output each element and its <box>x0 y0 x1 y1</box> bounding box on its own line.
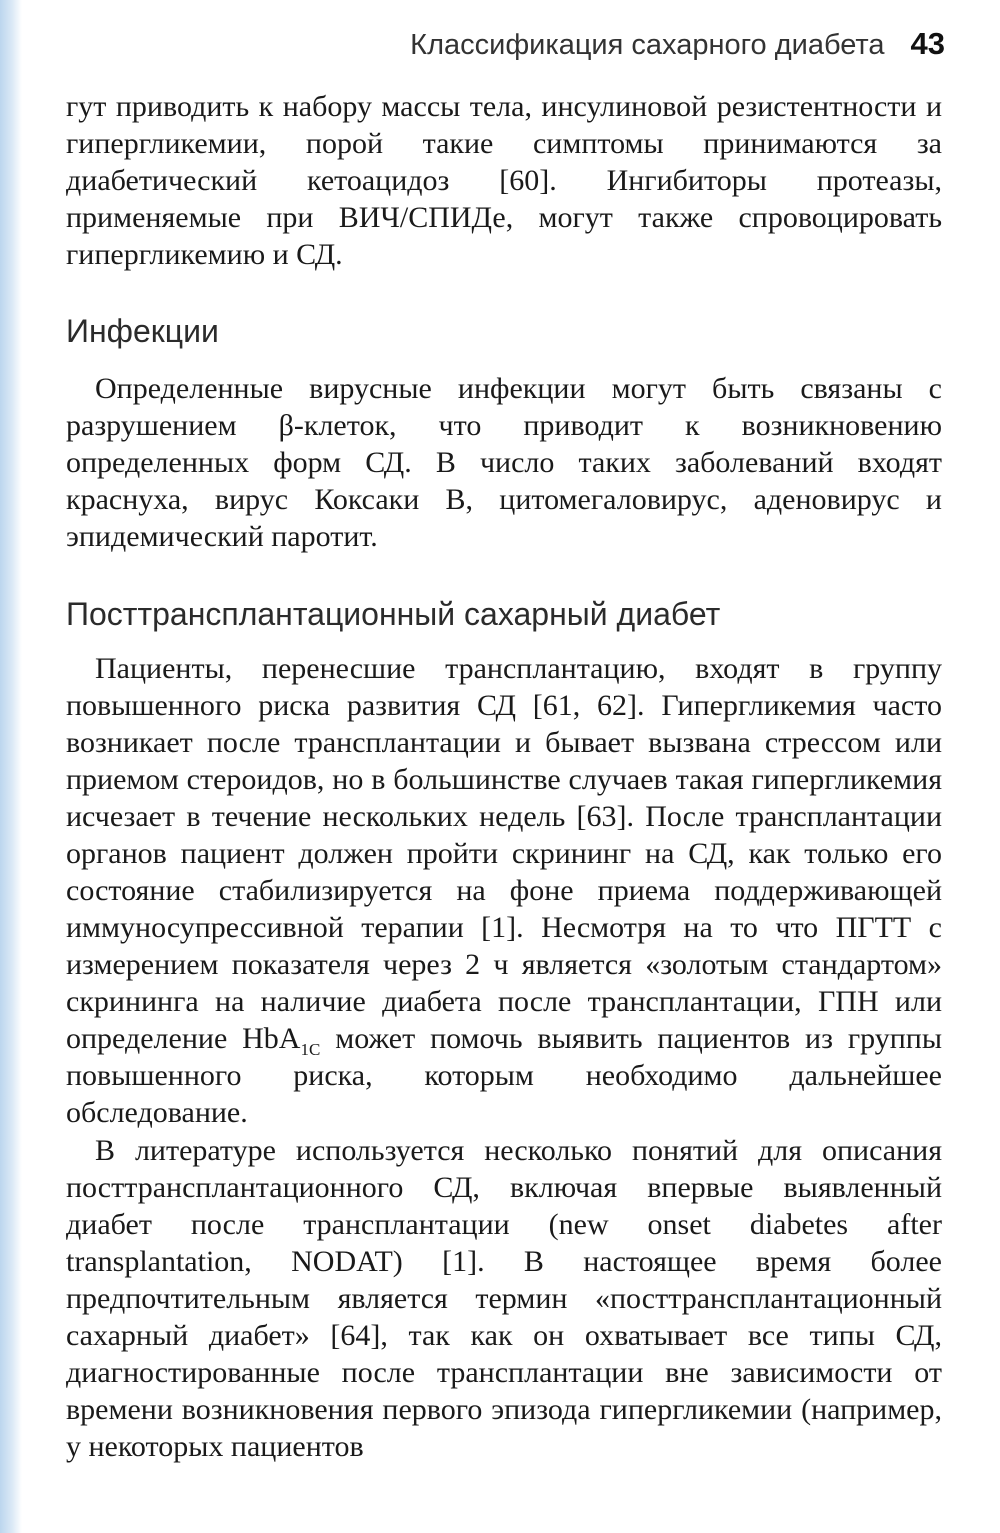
paragraph-post-transplant-1 <box>66 650 942 1131</box>
heading-infections: Инфекции <box>66 313 219 349</box>
paragraph-continuation <box>66 88 942 273</box>
paragraph-text: В литературе используется несколько понятий для описания посттрансплантационного СД, включая впервые выявленный диабет после трансплантации (new onset diabetes after transplantation, NODAT) [1]. В настоящее время более предпочтительным является термин «посттрансплантационный сахарный диабет» [64], так как он охватывает все типы СД, диагностированные после трансплантации вне зависимости от времени возникновения первого эпизода гипергликемии (например, у некоторых пациентов <box>66 1134 942 1463</box>
paragraph-text: Определенные вирусные инфекции могут быть связаны с разрушением β-клеток, что приводит к возникновению определенных форм СД. В число таких заболеваний входят краснуха, вирус Коксаки В, цитомегаловирус, аденовирус и эпидемический паротит. <box>66 372 942 553</box>
paragraph-text <box>66 650 942 1131</box>
running-head-title: Классификация сахарного диабета <box>410 29 885 61</box>
hba1c-subscript: 1C <box>300 1040 321 1059</box>
paragraph-text: гут приводить к набору массы тела, инсулиновой резистентности и гипергликемии, порой такие симптомы принимаются за диабетический кетоацидоз [60]. Ингибиторы протеазы, применяемые при ВИЧ/СПИДе, могут также спровоцировать гипергликемию и СД. <box>66 90 942 271</box>
paragraph-text-part: Пациенты, перенесшие трансплантацию, входят в группу повышенного риска развития СД [61, 62]. Гипергликемия часто возникает после трансплантации и бывает вызвана стрессом или приемом стероидов, но в большинстве случаев такая гипергликемия исчезает в течение нескольких недель [63]. После трансплантации органов пациент должен пройти скрининг на СД, как только его состояние стабилизируется на фоне приема поддерживающей иммуносупрессивной терапии [1]. Несмотря на то что ПГТТ с измерением показателя через 2 ч является «золотым стандартом» скрининга на наличие диабета после трансплантации, ГПН или определение HbA <box>66 652 942 1055</box>
paragraph-post-transplant-2 <box>66 1132 942 1465</box>
heading-post-transplant: Посттрансплантационный сахарный диабет <box>66 596 721 632</box>
paragraph-infections <box>66 370 942 555</box>
page-number: 43 <box>910 26 945 61</box>
paragraph-text-part: может помочь выявить пациентов из группы повышенного риска, которым необходимо дальнейшее обследование. <box>66 1022 942 1129</box>
running-head <box>410 26 945 62</box>
